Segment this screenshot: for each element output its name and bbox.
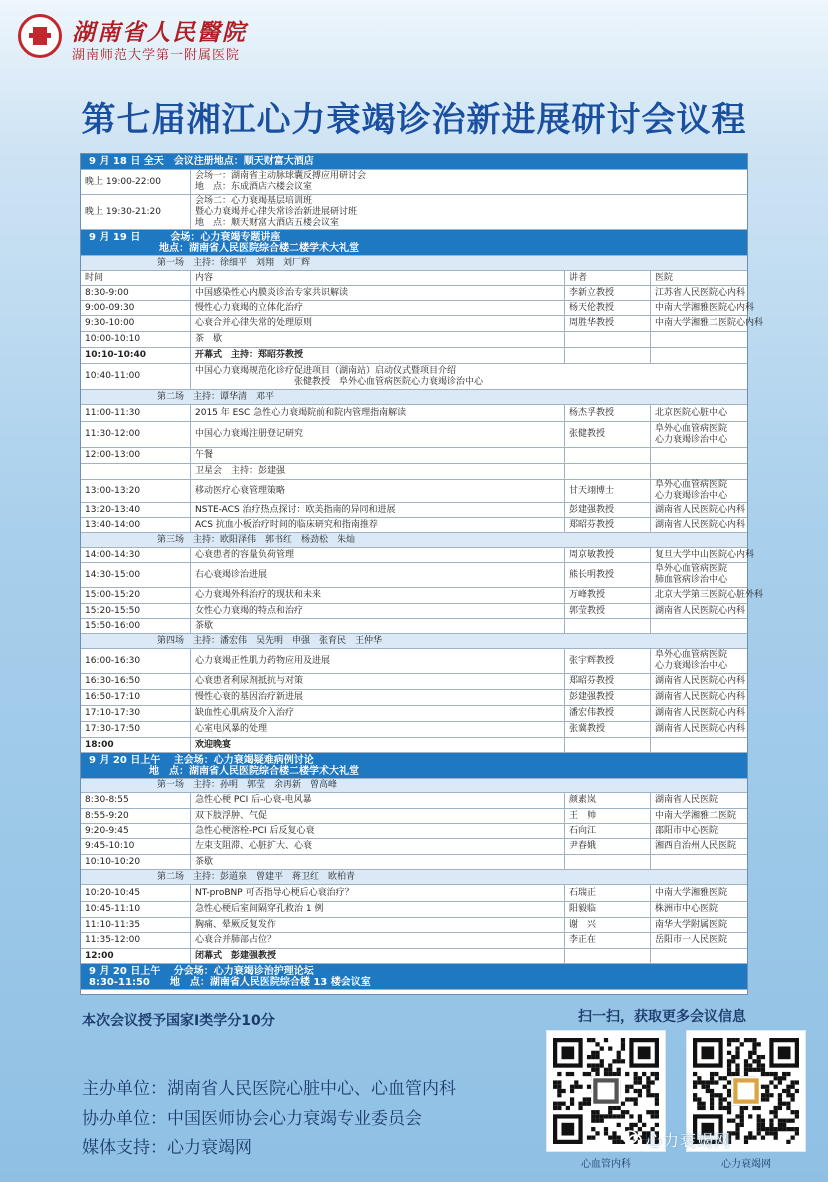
hospital-cell [651,448,747,463]
agenda-row [81,674,747,690]
day-header: 9 月 18 日 全天 会议注册地点：顺天财富大酒店 [89,156,314,167]
speaker-cell: 尹春娥 [565,839,651,854]
content-cell: 慢性心力衰竭的立体化治疗 [191,301,565,315]
hospital-cell: 阜外心血管病医院 肺血管病诊治中心 [655,564,728,585]
time-cell: 晚上 19:30-21:20 [81,195,191,229]
agenda-row [81,480,747,503]
agenda-row [81,332,747,348]
time-cell: 11:10-11:35 [81,918,191,932]
hospital-cell: 复旦大学中山医院心内科 [655,549,755,560]
hospital-cell: 湖南省人民医院心内科 [655,519,746,530]
hospital-cell: 邵阳市中心医院 [655,825,719,836]
agenda-row [81,390,747,405]
page-title: 第七届湘江心力衰竭诊治新进展研讨会议程 [81,100,747,140]
hospital-subtitle: 湖南师范大学第一附属医院 [72,48,241,63]
agenda-row [81,604,747,619]
agenda-row [81,870,747,885]
time-cell: 8:30-9:00 [81,286,191,300]
time-cell: 13:00-13:20 [81,480,191,502]
hospital-cell: 湖南省人民医院心内科 [655,605,746,616]
agenda-row [81,885,747,902]
media-support: 媒体支持：心力衰竭网 [82,1138,252,1158]
agenda-row [81,753,747,779]
speaker-cell: 潘宏伟教授 [565,706,651,721]
session-header: 第二场 主持：谭华清 邓平 [157,391,275,402]
hospital-name: 湖南省人民醫院 [72,19,247,46]
content-cell: 急性心梗溶栓-PCI 后反复心衰 [191,824,565,838]
agenda-table [80,153,764,995]
hospital-cell: 南华大学附属医院 [655,919,728,930]
time-cell: 9:20-9:45 [81,824,191,838]
hospital-cell [651,949,747,963]
agenda-row [81,809,747,824]
hospital-cell: 湖南省人民医院心内科 [655,504,746,515]
agenda-row [81,824,747,839]
agenda-row [81,918,747,933]
content-cell: 茶歇 [191,855,565,869]
speaker-cell [565,332,651,347]
speaker-cell: 杨天伦教授 [565,301,651,315]
content-cell: 中国心力衰竭注册登记研究 [191,422,565,447]
agenda-row [81,690,747,706]
agenda-row [81,706,747,722]
content-cell: 开幕式 主持：郑昭芬教授 [191,348,565,363]
time-cell: 13:20-13:40 [81,503,191,517]
content-cell: 慢性心衰的基因治疗新进展 [191,690,565,705]
agenda-row [81,839,747,855]
time-cell: 11:35-12:00 [81,933,191,948]
hospital-cell: 医院 [655,272,674,283]
time-cell: 16:30-16:50 [81,674,191,689]
hospital-cell: 中南大学湘雅二医院 [655,810,737,821]
agenda-row [81,779,747,793]
hospital-cell [651,348,747,363]
time-cell: 9:45-10:10 [81,839,191,854]
content-cell: 女性心力衰竭的特点和治疗 [191,604,565,618]
header [0,0,828,68]
agenda-row [81,722,747,738]
content-cell: 心衰合并心律失常的处理原则 [191,316,565,331]
day-header: 9 月 19 日 会场：心力衰竭专题讲座 地点：湖南省人民医院综合楼二楼学术大礼堂 [89,231,359,254]
agenda-row [81,195,747,230]
agenda-row [81,448,747,464]
content-cell: 茶歇 [191,619,565,633]
agenda-row [81,634,747,649]
content-cell: 急性心梗 PCI 后-心衰-电风暴 [191,793,565,808]
agenda-row [81,649,747,674]
speaker-cell: 郑昭芬教授 [565,518,651,532]
time-cell: 16:00-16:30 [81,649,191,673]
hospital-cell: 阜外心血管病医院 心力衰竭诊治中心 [655,423,728,445]
speaker-cell: 甘天翊博士 [565,480,651,502]
hospital-cell: 湖南省人民医院心内科 [655,692,746,702]
agenda-row [81,793,747,809]
session-header: 第二场 主持：彭道泉 曾建平 蒋卫红 欧柏青 [157,871,356,882]
session-header: 第三场 主持：欧阳泽伟 郭书红 杨劲松 朱灿 [157,534,356,545]
qr-label-cardiology: 心血管内科 [581,1159,631,1170]
agenda-row [81,619,747,634]
agenda-row [81,271,747,286]
hospital-cell [651,855,747,869]
speaker-cell [565,855,651,869]
speaker-cell: 李正在 [565,933,651,948]
speaker-cell: 张冀教授 [565,722,651,737]
hospital-cell: 中南大学湘雅医院 [655,887,728,898]
time-cell: 18:00 [81,738,191,752]
speaker-cell: 彭建强教授 [565,690,651,705]
hospital-cell: 江苏省人民医院心内科 [655,287,746,298]
time-cell: 15:50-16:00 [81,619,191,633]
content-cell: 急性心梗后室间隔穿孔救治 1 例 [191,902,565,917]
scan-note: 扫一扫，获取更多会议信息 [578,1009,746,1025]
content-cell: 闭幕式 彭建强教授 [191,949,565,963]
agenda-row [81,286,747,301]
hospital-cell: 中南大学湘雅医院心内科 [655,302,755,313]
hospital-cell: 湖南省人民医院心内科 [655,724,746,734]
hospital-cell [651,738,747,752]
speaker-cell: 王 帅 [565,809,651,823]
speaker-cell [565,348,651,363]
session-header: 第一场 主持：孙明 郭莹 余再新 曾高峰 [157,780,338,790]
speaker-cell: 张健教授 [565,422,651,447]
agenda-row [81,855,747,870]
time-cell: 8:30-8:55 [81,793,191,808]
time-cell: 10:40-11:00 [81,364,191,389]
co-organizer: 协办单位：中国医师协会心力衰竭专业委员会 [82,1109,422,1129]
hospital-cell [651,332,747,347]
content-cell: 心衰合并肺部占位？ [191,933,565,948]
speaker-cell [565,448,651,463]
session-header: 第一场 主持：徐细平 刘翔 刘厂辉 [157,257,311,268]
hospital-cell: 北京大学第三医院心脏外科 [655,590,764,600]
hospital-cell: 湖南省人民医院心内科 [655,676,746,686]
content-cell: 2015 年 ESC 急性心力衰竭院前和院内管理指南解读 [191,405,565,421]
content-cell: ACS 抗血小板治疗时间的临床研究和指南推荐 [191,518,565,532]
content-cell: 缺血性心肌病及介入治疗 [191,706,565,721]
day-header: 9 月 20 日上午 分会场：心力衰竭诊治护理论坛 8:30-11:50 地 点：湖南省人民医院综合楼 13 楼会议室 [89,965,371,988]
agenda-row [81,256,747,271]
speaker-cell: 石瑞正 [565,885,651,901]
content-cell: 右心衰竭诊治进展 [191,563,565,587]
agenda-row [81,348,747,364]
speaker-cell: 李新立教授 [565,286,651,300]
time-cell: 晚上 19:00-22:00 [81,170,191,194]
time-cell: 时间 [81,271,191,285]
agenda-row [81,464,747,480]
agenda-row [81,230,747,256]
hospital-cell: 湘西自治州人民医院 [655,841,737,851]
time-cell: 10:45-11:10 [81,902,191,917]
agenda-row [81,301,755,316]
time-cell: 10:00-10:10 [81,332,191,347]
speaker-cell: 谢 兴 [565,918,651,932]
time-cell: 12:00 [81,949,191,963]
hospital-cell: 株洲市中心医院 [655,904,719,914]
speaker-cell: 石向江 [565,824,651,838]
speaker-cell: 郑昭芬教授 [565,674,651,689]
agenda-row [81,949,747,964]
speaker-cell [565,464,651,479]
time-cell: 15:20-15:50 [81,604,191,618]
agenda-row [81,588,764,604]
speaker-cell: 张宇辉教授 [565,649,651,673]
agenda-row [81,422,747,448]
agenda-row [81,964,747,990]
hospital-cell: 阜外心血管病医院 心力衰竭诊治中心 [655,650,728,671]
content-cell: 中国感染性心内膜炎诊治专家共识解读 [191,286,565,300]
watermark: 心力衰竭网 [646,1131,732,1150]
hospital-cell [651,464,747,479]
time-cell: 10:20-10:45 [81,885,191,901]
speaker-cell: 万峰教授 [565,588,651,603]
content-cell: 双下肢浮肿、气促 [191,809,565,823]
qr-label-heart-failure-net: 心力衰竭网 [721,1159,771,1170]
agenda-row [81,548,755,563]
content-cell: 心衰患者的容量负荷管理 [191,548,565,562]
agenda-row [81,902,747,918]
content-cell: 胸痛、晕厥反复发作 [191,918,565,932]
time-cell: 13:40-14:00 [81,518,191,532]
time-cell [81,464,191,479]
content-cell: 心力衰竭正性肌力药物应用及进展 [191,649,565,673]
speaker-cell [565,738,651,752]
content-cell: 移动医疗心衰管理策略 [191,480,565,502]
speaker-cell: 杨杰孚教授 [565,405,651,421]
content-cell: 心力衰竭外科治疗的现状和未来 [191,588,565,603]
time-cell: 12:00-13:00 [81,448,191,463]
speaker-cell: 讲者 [565,271,651,285]
agenda-row [81,563,747,588]
content-cell: 午餐 [191,448,565,463]
agenda-row [81,533,747,548]
agenda-row [81,154,747,170]
credit-note: 本次会议授予国家Ⅰ类学分10分 [82,1013,275,1029]
session-header: 第四场 主持：潘宏伟 吴先明 申强 张育民 王仲华 [157,635,383,646]
agenda-row [81,518,747,533]
agenda-row [81,170,747,195]
content-cell: NSTE-ACS 治疗热点探讨：欧美指南的异同和进展 [191,503,565,517]
agenda-row [81,364,747,390]
speaker-cell: 颜素岚 [565,793,651,808]
time-cell: 16:50-17:10 [81,690,191,705]
content-cell: 内容 [191,271,565,285]
day-header: 9 月 20 日上午 主会场：心力衰竭疑难病例讨论 地 点：湖南省人民医院综合楼二楼学术大礼堂 [89,754,359,777]
speaker-cell: 郭莹教授 [565,604,651,618]
speaker-cell: 彭建强教授 [565,503,651,517]
hospital-cell: 湖南省人民医院 [655,795,719,805]
agenda-row [81,405,747,422]
content-cell: 会场一：湖南省主动脉球囊反搏应用研讨会 地 点：东成酒店六楼会议室 [195,171,367,192]
time-cell: 8:55-9:20 [81,809,191,823]
agenda-row [81,933,747,949]
content-cell: 卫星会 主持：彭建强 [191,464,565,479]
speaker-cell: 阳毅临 [565,902,651,917]
time-cell: 9:00-09:30 [81,301,191,315]
speaker-cell: 熊长明教授 [565,563,651,587]
time-cell: 9:30-10:00 [81,316,191,331]
time-cell: 11:30-12:00 [81,422,191,447]
content-cell: 欢迎晚宴 [191,738,565,752]
hospital-cell: 北京医院心脏中心 [655,407,728,418]
time-cell: 14:00-14:30 [81,548,191,562]
time-cell: 10:10-10:40 [81,348,191,363]
speaker-cell [565,619,651,633]
hospital-cell: 阜外心血管病医院 心力衰竭诊治中心 [655,480,728,501]
speaker-cell: 周京敏教授 [565,548,651,562]
organizer: 主办单位：湖南省人民医院心脏中心、心血管内科 [82,1079,456,1099]
time-cell: 17:10-17:30 [81,706,191,721]
content-cell: 中国心力衰竭规范化诊疗促进项目（湖南站）启动仪式暨项目介绍 张健教授 阜外心血管病医院心力衰竭诊治中心 [195,365,484,387]
wechat-icon [622,1129,642,1147]
agenda-row [81,503,747,518]
content-cell: 茶 歇 [191,332,565,347]
hospital-cell: 湖南省人民医院心内科 [655,708,746,718]
time-cell: 10:10-10:20 [81,855,191,869]
hospital-cell: 中南大学湘雅二医院心内科 [655,318,764,328]
time-cell: 11:00-11:30 [81,405,191,421]
time-cell: 14:30-15:00 [81,563,191,587]
speaker-cell [565,949,651,963]
hospital-cell [651,619,747,633]
content-cell: 左束支阻滞、心脏扩大、心衰 [191,839,565,854]
content-cell: 心室电风暴的处理 [191,722,565,737]
agenda-row [81,316,764,332]
speaker-cell: 周胜华教授 [565,316,651,331]
time-cell: 15:00-15:20 [81,588,191,603]
content-cell: 会场二：心力衰竭基层培训班 暨心力衰竭并心律失常诊治新进展研讨班 地 点：顺天财富大酒店五楼会议室 [195,195,358,228]
hospital-logo-icon [18,14,62,58]
content-cell: 心衰患者利尿剂抵抗与对策 [191,674,565,689]
hospital-cell: 岳阳市一人民医院 [655,935,728,945]
time-cell: 17:30-17:50 [81,722,191,737]
agenda-row [81,738,747,753]
content-cell: NT-proBNP 可否指导心梗后心衰治疗？ [191,885,565,901]
